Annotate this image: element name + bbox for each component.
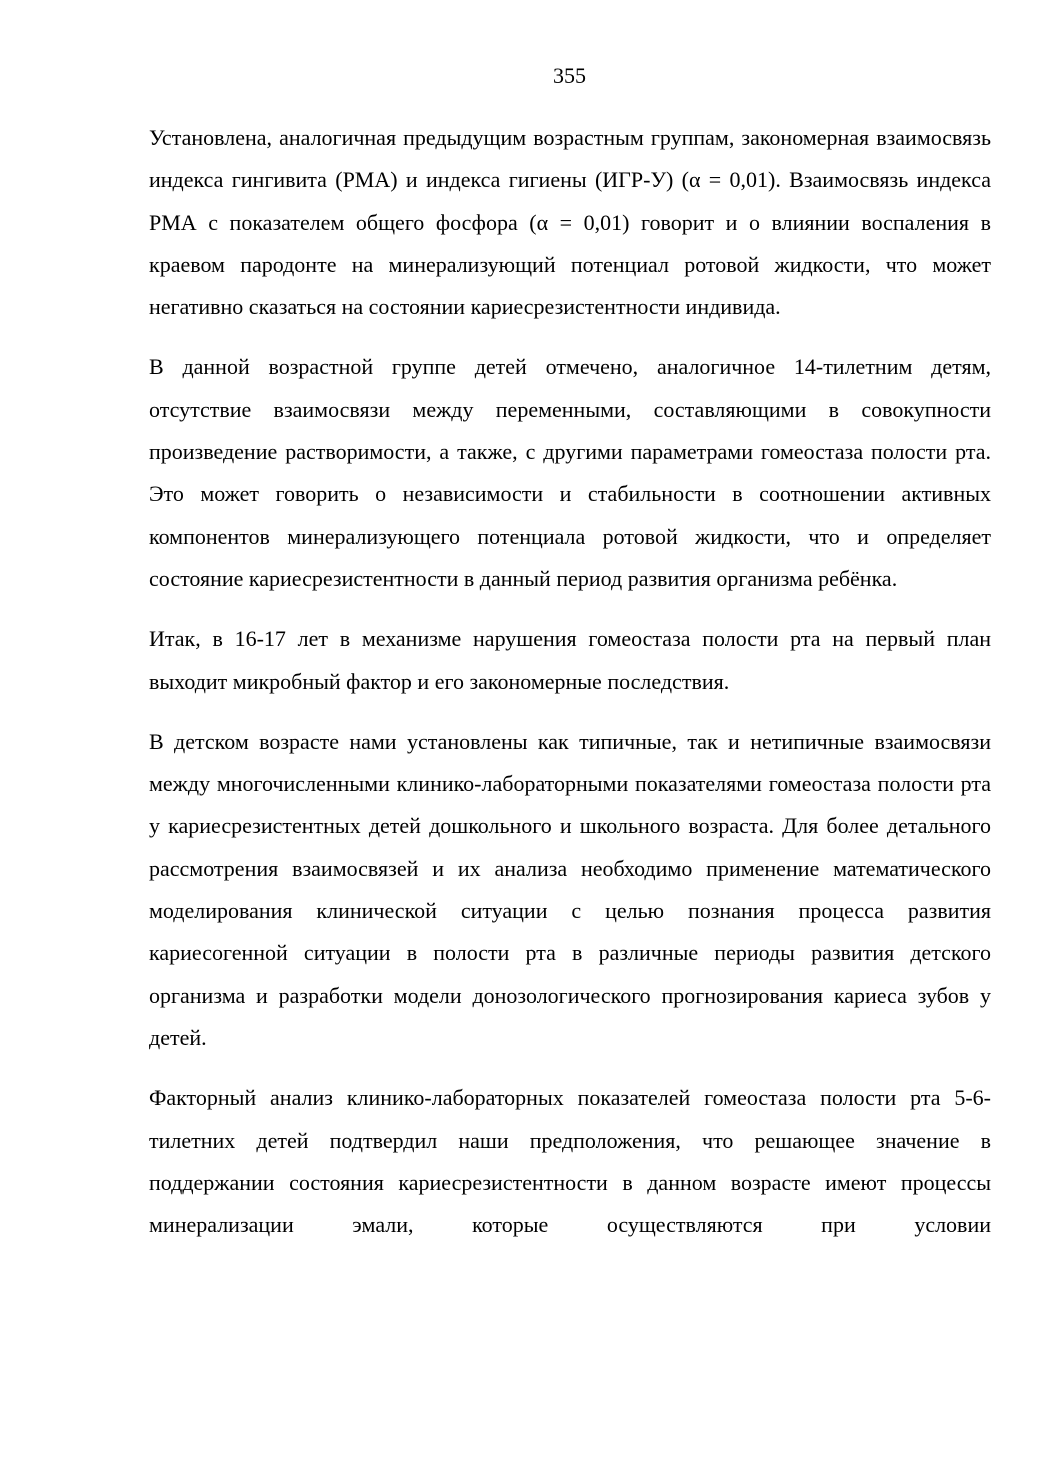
paragraph-5: Факторный анализ клинико-лабораторных показателей гомеостаза полости рта 5-6-тилетних детей подтвердил наши предположения, что решающее значение в поддержании состояния кариесрезистентности в данном возрасте имеют процессы минерализации эмали, которые осуществляются при условии <box>149 1085 991 1238</box>
paragraph-3: Итак, в 16-17 лет в механизме нарушения гомеостаза полости рта на первый план выходит микробный фактор и его закономерные последствия. <box>149 626 991 694</box>
paragraph-2: В данной возрастной группе детей отмечено, аналогичное 14-тилетним детям, отсутствие взаимосвязи между переменными, составляющими в совокупности произведение растворимости, а также, с другими параметрами гомеостаза полости рта. Это может говорить о независимости и стабильности в соотношении активных компонентов минерализующего потенциала ротовой жидкости, что и определяет состояние кариесрезистентности в данный период развития организма ребёнка. <box>149 354 991 591</box>
body-text <box>149 117 991 1264</box>
paragraph-1: Установлена, аналогичная предыдущим возрастным группам, закономерная взаимосвязь индекса гингивита (РМА) и индекса гигиены (ИГР-У) (α = 0,01). Взаимосвязь индекса РМА с показателем общего фосфора (α = 0,01) говорит и о влиянии воспаления в краевом пародонте на минерализующий потенциал ротовой жидкости, что может негативно сказаться на состоянии кариесрезистентности индивида. <box>149 125 991 320</box>
paragraph-4: В детском возрасте нами установлены как типичные, так и нетипичные взаимосвязи между многочисленными клинико-лабораторными показателями гомеостаза полости рта у кариесрезистентных детей дошкольного и школьного возраста. Для более детального рассмотрения взаимосвязей и их анализа необходимо применение математического моделирования клинической ситуации с целью познания процесса развития кариесогенной ситуации в полости рта в различные периоды развития детского организма и разработки модели донозологического прогнозирования кариеса зубов у детей. <box>149 728 991 1050</box>
page-number: 355 <box>553 63 586 88</box>
